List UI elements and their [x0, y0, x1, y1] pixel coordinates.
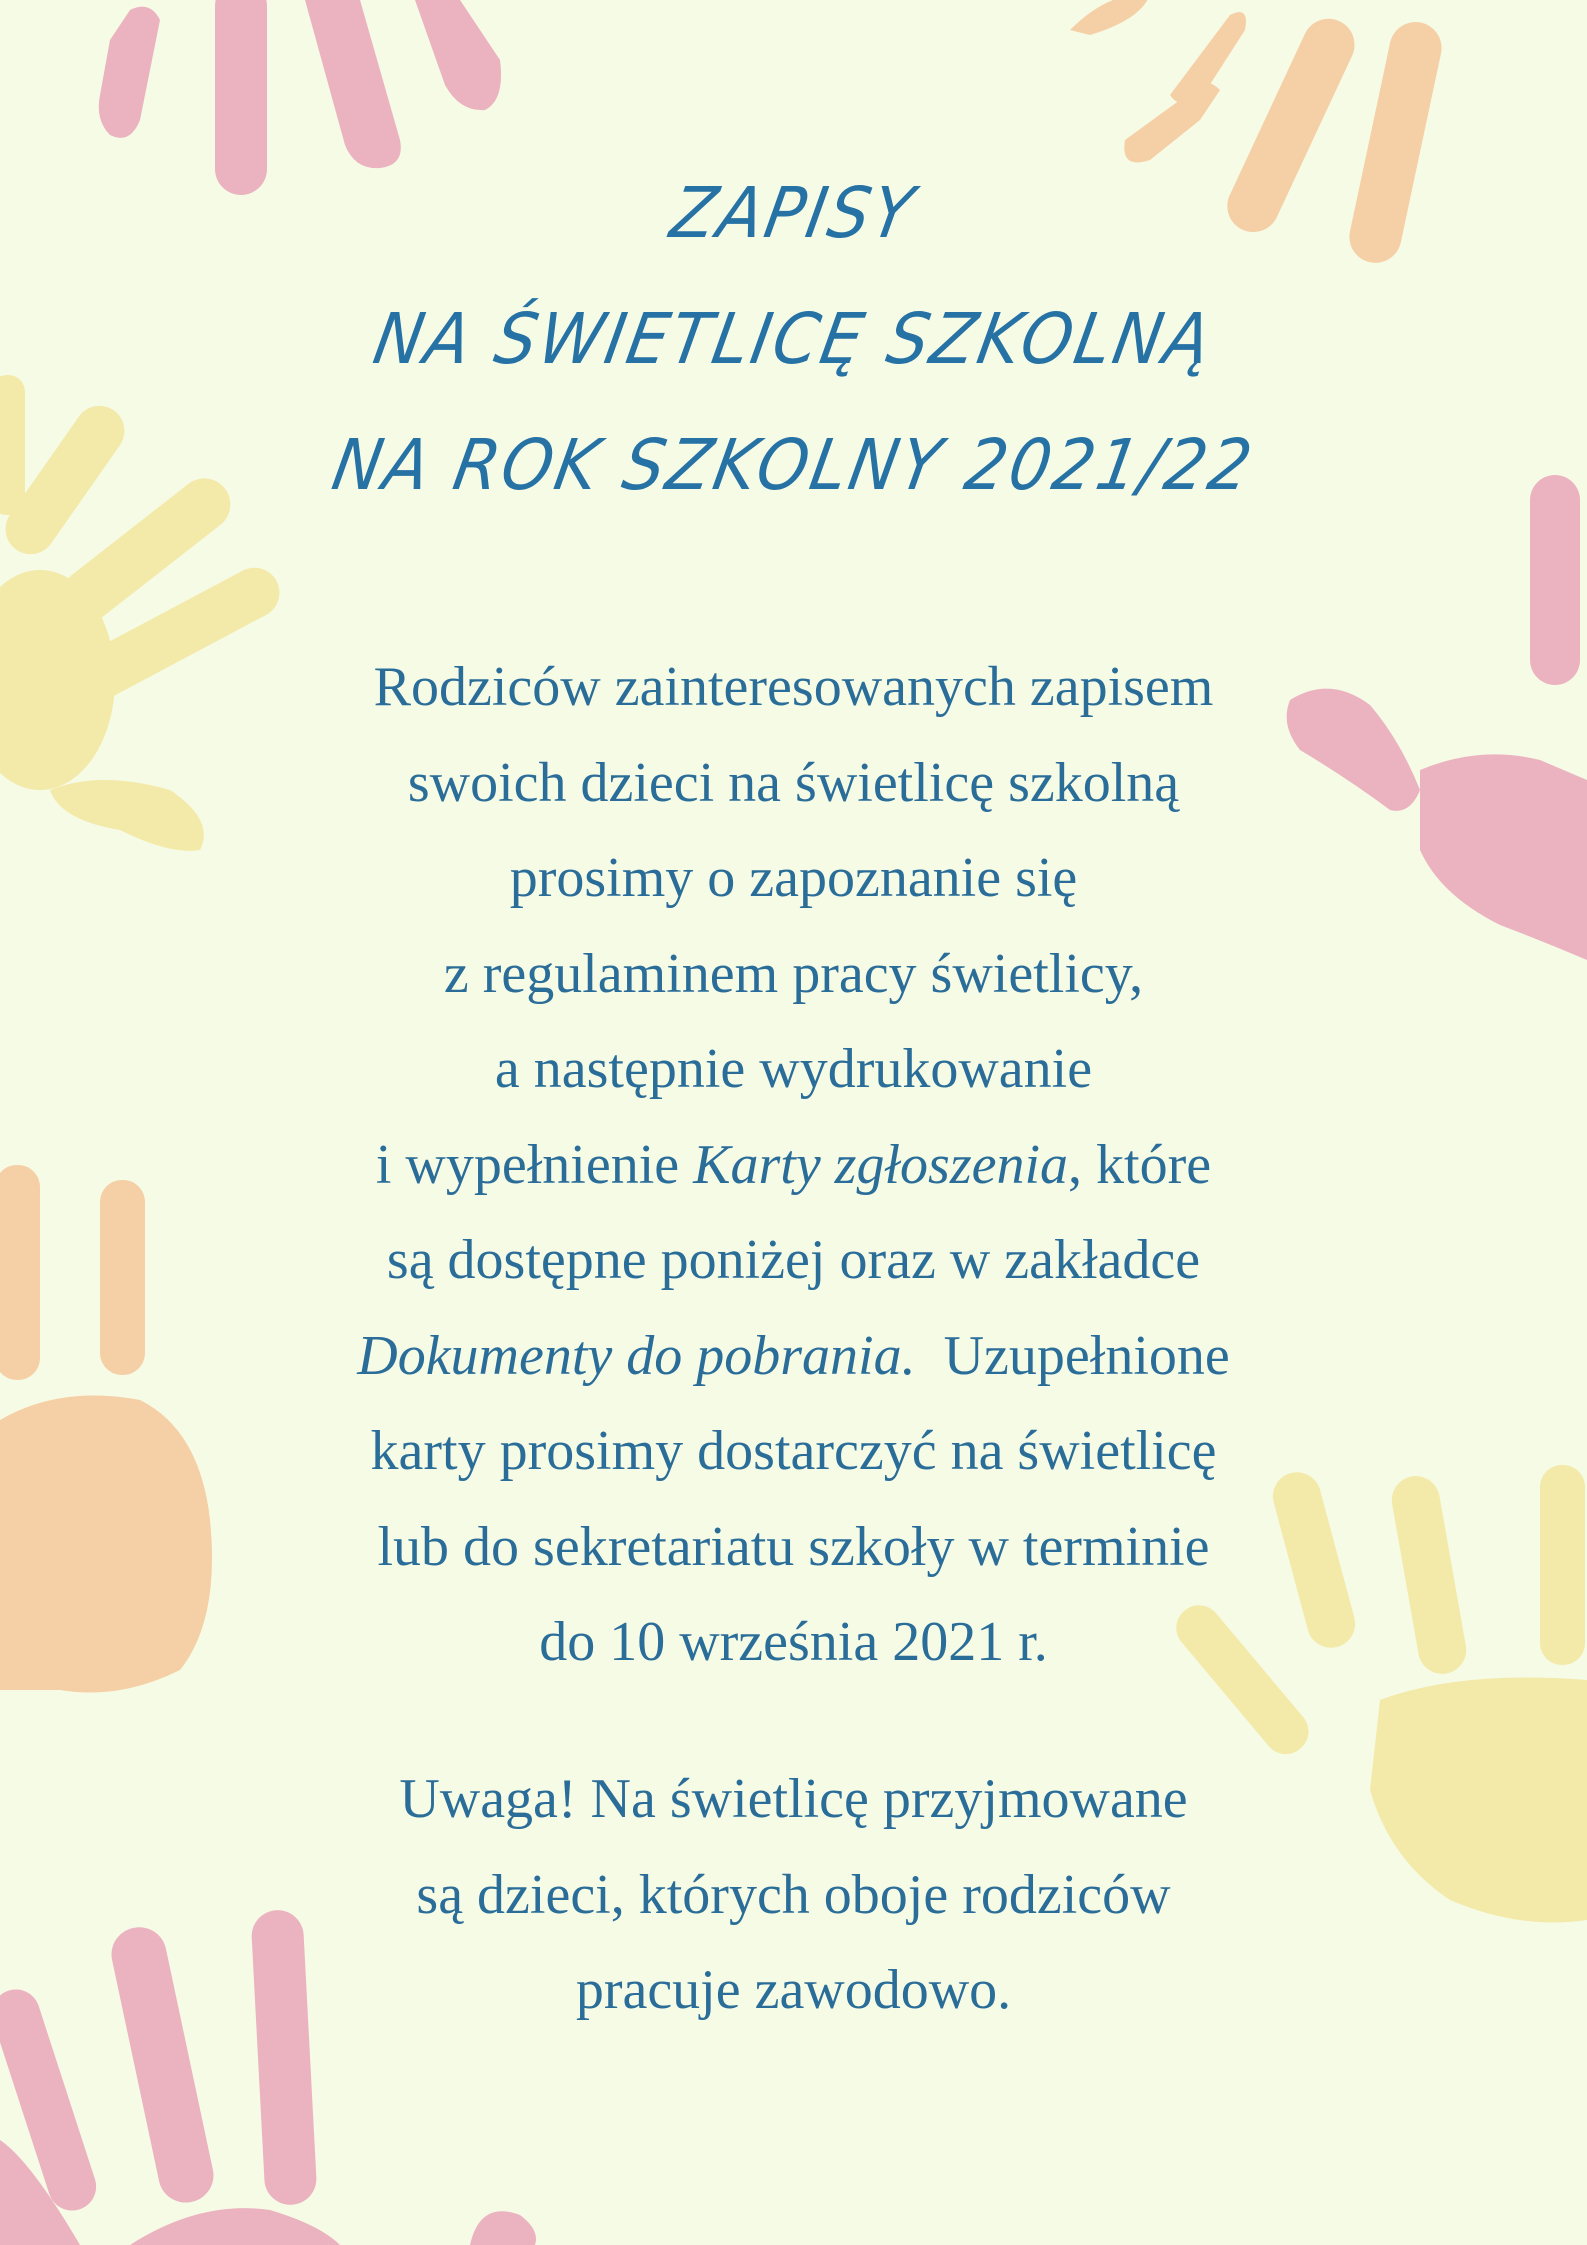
page-title [0, 150, 1587, 528]
title-line-2: NA ŚWIETLICĘ SZKOLNĄ [367, 298, 1220, 380]
body-line: lub do sekretariatu szkoły w terminie [377, 1515, 1210, 1578]
notice-block [0, 1752, 1587, 2039]
title-line-3: NA ROK SZKOLNY 2021/22 [326, 424, 1261, 506]
body-line: z regulaminem pracy świetlicy, [443, 942, 1144, 1005]
deadline-line: do 10 września 2021 r. [539, 1611, 1048, 1673]
body-line: Rodziców zainteresowanych zapisem [373, 656, 1214, 718]
body-line: prosimy o zapoznanie się [509, 847, 1078, 909]
body-line: swoich dzieci na świetlicę szkolną [407, 751, 1180, 814]
notice-line: pracuje zawodowo. [575, 1959, 1012, 2021]
title-line-1: ZAPISY [664, 172, 923, 254]
form-name-karty-zgloszenia: Karty zgłoszenia [693, 1133, 1069, 1196]
notice-line: są dzieci, których oboje rodziców [416, 1863, 1171, 1926]
announcement-body [0, 640, 1587, 1691]
body-line: są dostępne poniżej oraz w zakładce [386, 1229, 1201, 1291]
body-text: Uzupełnione [915, 1324, 1230, 1387]
body-line: a następnie wydrukowanie [494, 1038, 1093, 1100]
body-text: i wypełnienie [375, 1133, 694, 1196]
body-line: karty prosimy dostarczyć na świetlicę [370, 1420, 1217, 1482]
section-name-dokumenty: Dokumenty do pobrania. [357, 1324, 916, 1387]
body-line [0, 1118, 1587, 1214]
body-text: , które [1068, 1133, 1212, 1196]
body-line [0, 1309, 1587, 1405]
notice-line: Uwaga! Na świetlicę przyjmowane [399, 1768, 1188, 1830]
